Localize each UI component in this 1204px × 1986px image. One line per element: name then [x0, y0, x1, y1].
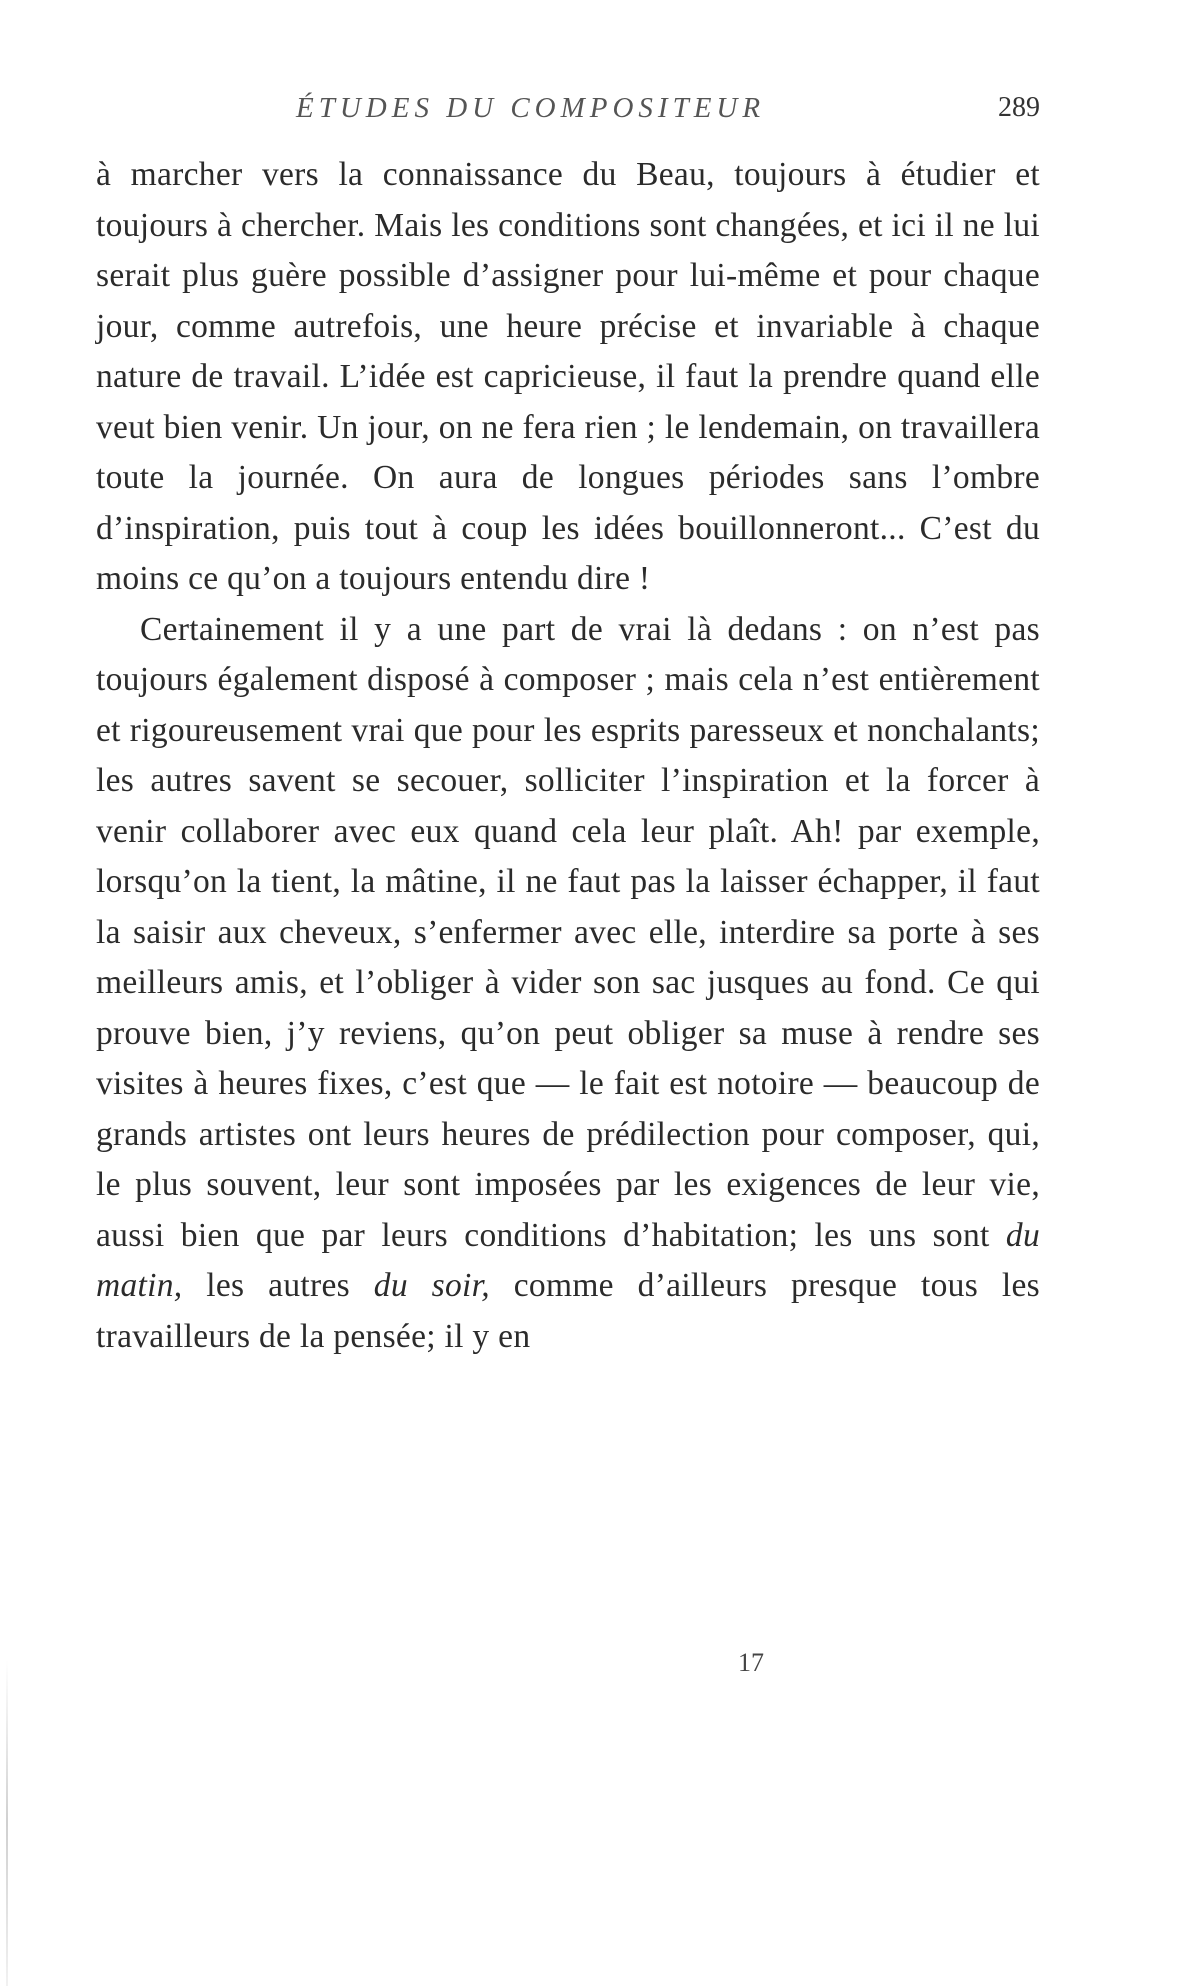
page-number: 289 [998, 92, 1040, 123]
running-head [96, 86, 1040, 130]
text-segment: comme d’ailleurs presque tous les travailleurs de la pensée; il y en [96, 1267, 1040, 1355]
text-segment: Certainement il y a une part de vrai là dedans : on n’est pas toujours également disposé à composer ; mais cela n’est entièrement et rigoureusement vrai que pour les esprits paresseux et nonchalants; les autres savent se secouer, solliciter l’inspiration et la forcer à venir collaborer avec eux quand cela leur plaît. Ah! par exemple, lorsqu’on la tient, la mâtine, il ne faut pas la laisser échapper, il faut la saisir aux cheveux, s’enfermer avec elle, interdire sa porte à ses meilleurs amis, et l’obliger à vider son sac jusques au fond. Ce qui prouve bien, j’y reviens, qu’on peut obliger sa muse à rendre ses visites à heures fixes, c’est que — le fait est notoire — beaucoup de grands artistes ont leurs heures de prédilection pour composer, qui, le plus souvent, leur sont imposées par les exigences de leur vie, aussi bien que par leurs conditions d’habitation; les uns sont [96, 610, 1040, 1254]
signature-mark: 17 [738, 1648, 764, 1677]
paragraph [96, 605, 1040, 1363]
text-segment: les autres [182, 1267, 374, 1304]
body-text [96, 150, 1040, 1362]
running-title: ÉTUDES DU COMPOSITEUR [296, 92, 766, 124]
paragraph [96, 150, 1040, 605]
italic-segment: du soir, [373, 1267, 490, 1304]
text-segment: à marcher vers la connaissance du Beau, toujours à étudier et toujours à chercher. Mais les conditions sont changées, et ici il ne lui serait plus guère possible d’assigner pour lui-même et pour chaque jour, comme autrefois, une heure précise et invariable à chaque nature de travail. L’idée est capricieuse, il faut la prendre quand elle veut bien venir. Un jour, on ne fera rien ; le lendemain, on travaillera toute la journée. On aura de longues périodes sans l’ombre d’inspiration, puis tout à coup les idées bouillonneront... C’est du moins ce qu’on a toujours entendu dire ! [96, 156, 1040, 597]
italic-segment: du matin, [96, 1216, 1040, 1304]
page-edge-shadow [6, 1660, 8, 1986]
book-page [96, 86, 1040, 1362]
